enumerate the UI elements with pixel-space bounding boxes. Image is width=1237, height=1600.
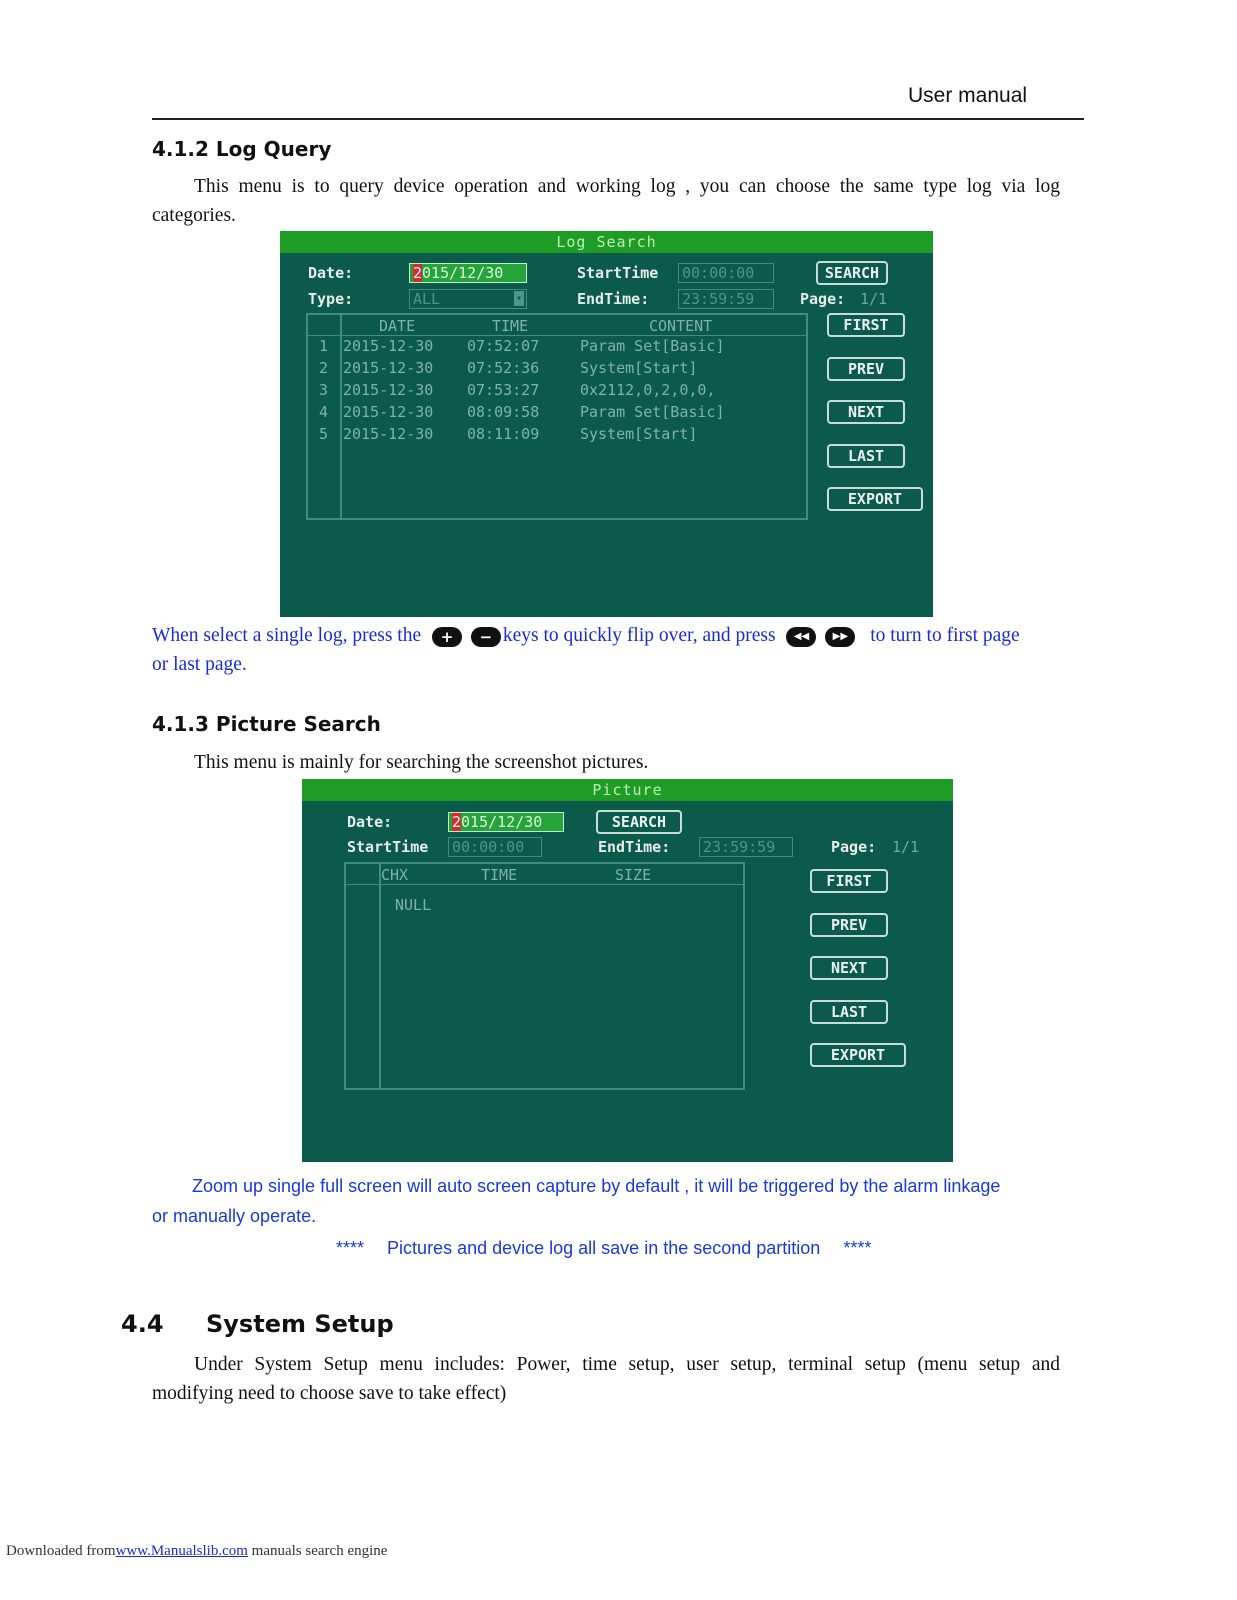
row-number: 3: [319, 381, 329, 399]
partition-note: [336, 1233, 871, 1263]
page-label: Page:: [831, 838, 877, 856]
log-note: [152, 621, 1060, 650]
row-content: System[Start]: [580, 425, 698, 443]
prev-page-button[interactable]: PREV: [827, 357, 905, 381]
row-number: 4: [319, 403, 329, 421]
log-note-line2: or last page.: [152, 654, 247, 675]
table-header-rule: [346, 884, 743, 885]
stars-right: ****: [843, 1238, 872, 1258]
end-time-label: EndTime:: [598, 838, 671, 856]
search-button[interactable]: SEARCH: [596, 810, 682, 834]
header-title: User manual: [908, 84, 1028, 107]
table-divider: [379, 862, 381, 1090]
log-note-part1: When select a single log, press the: [152, 625, 422, 646]
row-content: Param Set[Basic]: [580, 403, 725, 421]
col-header-size: SIZE: [615, 866, 652, 884]
partition-note-text: Pictures and device log all save in the second partition: [387, 1238, 821, 1258]
first-page-button[interactable]: FIRST: [810, 869, 888, 893]
type-select[interactable]: [409, 289, 527, 309]
last-page-button[interactable]: LAST: [827, 444, 905, 468]
row-time: 07:52:36: [467, 359, 540, 377]
table-divider: [340, 313, 342, 520]
end-time-input[interactable]: 23:59:59: [678, 289, 774, 309]
start-time-input[interactable]: 00:00:00: [678, 263, 774, 283]
row-number: 1: [319, 337, 329, 355]
end-time-label: EndTime:: [577, 290, 650, 308]
row-time: 07:53:27: [467, 381, 540, 399]
chevron-down-icon: ▾: [515, 293, 523, 304]
row-content: 0x2112,0,2,0,0,: [580, 381, 716, 399]
footer-suffix: manuals search engine: [251, 1543, 388, 1559]
empty-result-text: NULL: [395, 896, 432, 914]
next-page-button[interactable]: NEXT: [827, 400, 905, 424]
page-label: Page:: [800, 290, 846, 308]
date-cursor-char: 2: [452, 813, 462, 831]
type-label: Type:: [308, 290, 354, 308]
system-setup-intro: Under System Setup menu includes: Power, time setup, user setup, terminal setup (menu setup and: [194, 1354, 1060, 1375]
row-content: Param Set[Basic]: [580, 337, 725, 355]
prev-page-button[interactable]: PREV: [810, 913, 888, 937]
date-value: 015/12/30: [461, 813, 543, 831]
section-heading-log-query: 4.1.2 Log Query: [152, 137, 332, 161]
date-input[interactable]: [448, 812, 564, 832]
footer-prefix: Downloaded from: [6, 1543, 116, 1559]
rewind-key-icon: ◀◀: [786, 627, 816, 647]
next-page-button[interactable]: NEXT: [810, 956, 888, 980]
log-query-intro: This menu is to query device operation and working log , you can choose the same type log via log: [194, 176, 1060, 197]
header-divider: [152, 118, 1084, 120]
row-content: System[Start]: [580, 359, 698, 377]
picture-note-line1: Zoom up single full screen will auto screen capture by default , it will be triggered by the alarm linkage: [192, 1176, 1001, 1196]
page-value: 1/1: [860, 290, 888, 308]
section-number-system-setup: 4.4: [121, 1310, 164, 1338]
date-label: Date:: [308, 264, 354, 282]
export-button[interactable]: EXPORT: [827, 487, 923, 511]
start-time-label: StartTime: [577, 264, 659, 282]
date-input[interactable]: [409, 263, 527, 283]
col-header-time: TIME: [492, 317, 529, 335]
section-heading-system-setup: System Setup: [206, 1310, 394, 1338]
picture-title: Picture: [302, 779, 953, 801]
date-value: 015/12/30: [422, 264, 504, 282]
start-time-input[interactable]: 00:00:00: [448, 837, 542, 857]
row-date: 2015-12-30: [343, 425, 434, 443]
section-heading-picture-search: 4.1.3 Picture Search: [152, 712, 381, 736]
row-time: 08:11:09: [467, 425, 540, 443]
row-date: 2015-12-30: [343, 359, 434, 377]
log-search-title: Log Search: [280, 231, 933, 253]
col-header-content: CONTENT: [649, 317, 713, 335]
footer: [6, 1543, 387, 1560]
last-page-button[interactable]: LAST: [810, 1000, 888, 1024]
log-query-intro-cont: categories.: [152, 205, 236, 226]
row-number: 2: [319, 359, 329, 377]
minus-key-icon: −: [471, 627, 501, 647]
first-page-button[interactable]: FIRST: [827, 313, 905, 337]
col-header-date: DATE: [379, 317, 416, 335]
start-time-label: StartTime: [347, 838, 429, 856]
table-header-rule: [308, 335, 806, 336]
search-button[interactable]: SEARCH: [816, 261, 888, 285]
col-header-time: TIME: [481, 866, 518, 884]
type-value: ALL: [413, 290, 441, 308]
col-header-chx: CHX: [381, 866, 409, 884]
log-search-screen: [280, 231, 933, 617]
picture-note-line2: or manually operate.: [152, 1206, 317, 1226]
row-number: 5: [319, 425, 329, 443]
row-time: 08:09:58: [467, 403, 540, 421]
picture-search-screen: [302, 779, 953, 1162]
plus-key-icon: +: [432, 627, 462, 647]
log-note-part2: keys to quickly flip over, and press: [502, 625, 776, 646]
row-date: 2015-12-30: [343, 403, 434, 421]
date-cursor-char: 2: [413, 264, 423, 282]
fast-forward-key-icon: ▶▶: [825, 627, 855, 647]
end-time-input[interactable]: 23:59:59: [699, 837, 793, 857]
row-time: 07:52:07: [467, 337, 540, 355]
picture-search-intro: This menu is mainly for searching the screenshot pictures.: [194, 752, 649, 773]
row-date: 2015-12-30: [343, 381, 434, 399]
export-button[interactable]: EXPORT: [810, 1043, 906, 1067]
page-value: 1/1: [892, 838, 920, 856]
row-date: 2015-12-30: [343, 337, 434, 355]
log-note-part3: to turn to first page: [870, 625, 1020, 646]
stars-left: ****: [336, 1238, 365, 1258]
system-setup-intro-cont: modifying need to choose save to take effect): [152, 1383, 507, 1404]
date-label: Date:: [347, 813, 393, 831]
manualslib-link[interactable]: www.Manualslib.com: [115, 1543, 248, 1559]
